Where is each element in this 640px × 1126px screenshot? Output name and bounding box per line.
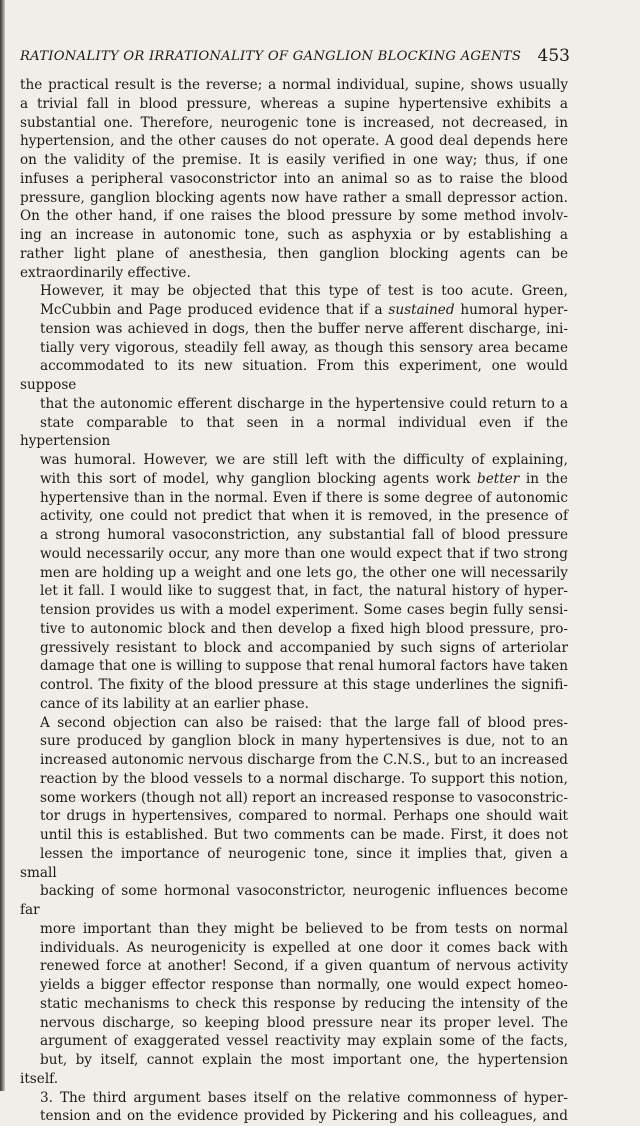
text-line bbox=[20, 470, 568, 489]
text-run: However, it may be objected that this type of test is too acute. Green, bbox=[40, 283, 568, 299]
text-line bbox=[20, 114, 568, 133]
text-run: tor drugs in hypertensives, compared to normal. Perhaps one should wait bbox=[40, 808, 568, 824]
text-run: sure produced by ganglion block in many hypertensives is due, not to an bbox=[40, 733, 568, 749]
text-line bbox=[20, 939, 568, 958]
text-line bbox=[20, 639, 568, 658]
text-run: cance of its lability at an earlier phase. bbox=[40, 696, 309, 712]
body-text bbox=[20, 76, 568, 1126]
text-run: more important than they might be believed to be from tests on normal bbox=[40, 921, 568, 937]
text-line bbox=[20, 489, 568, 508]
text-line bbox=[20, 395, 568, 414]
text-line bbox=[20, 207, 568, 226]
text-line bbox=[20, 132, 568, 151]
text-line bbox=[20, 282, 568, 301]
text-run: activity, one could not predict that when it is removed, in the presence of bbox=[40, 508, 568, 524]
text-run: static mechanisms to check this response by reducing the intensity of the bbox=[40, 996, 568, 1012]
text-line bbox=[20, 601, 568, 620]
text-line bbox=[20, 920, 568, 939]
text-run: humoral hyper- bbox=[455, 302, 568, 318]
text-line bbox=[20, 882, 568, 920]
text-line bbox=[20, 357, 568, 395]
text-line bbox=[20, 451, 568, 470]
text-line bbox=[20, 189, 568, 208]
text-run: tially very vigorous, steadily fell away, as though this sensory area became bbox=[40, 340, 568, 356]
text-run: 3. The third argument bases itself on the relative commonness of hyper- bbox=[40, 1090, 568, 1106]
text-line bbox=[20, 770, 568, 789]
text-run: state comparable to that seen in a normal individual even if the hypertension bbox=[20, 415, 568, 450]
text-line bbox=[20, 845, 568, 883]
text-line bbox=[20, 545, 568, 564]
text-run: men are holding up a weight and one lets go, the other one will necessarily bbox=[40, 565, 568, 581]
text-run: a strong humoral vasoconstriction, any substantial fall of blood pressure bbox=[40, 527, 568, 543]
text-line bbox=[20, 676, 568, 695]
text-line bbox=[20, 657, 568, 676]
text-line bbox=[20, 95, 568, 114]
text-line bbox=[20, 1107, 568, 1126]
text-run: argument of exaggerated vessel reactivity may explain some of the facts, bbox=[40, 1033, 568, 1049]
text-run: nervous discharge, so keeping blood pressure near its proper level. The bbox=[40, 1015, 568, 1031]
text-line bbox=[20, 976, 568, 995]
text-line bbox=[20, 301, 568, 320]
text-run: McCubbin and Page produced evidence that if a bbox=[40, 302, 388, 318]
text-run: was humoral. However, we are still left with the difficulty of explaining, bbox=[40, 452, 568, 468]
text-line bbox=[20, 151, 568, 170]
text-run: control. The fixity of the blood pressure at this stage underlines the signifi- bbox=[40, 677, 568, 693]
text-line bbox=[20, 732, 568, 751]
text-run: that the autonomic efferent discharge in the hypertensive could return to a bbox=[40, 396, 568, 412]
text-run: with this sort of model, why ganglion blocking agents work bbox=[40, 471, 477, 487]
italic-text: sustained bbox=[388, 302, 454, 318]
text-line bbox=[20, 789, 568, 808]
text-run: the practical result is the reverse; a normal individual, supine, shows usually bbox=[20, 77, 568, 93]
text-run: individuals. As neurogenicity is expelled at one door it comes back with bbox=[40, 940, 568, 956]
text-run: lessen the importance of neurogenic tone, since it implies that, given a small bbox=[20, 846, 568, 881]
text-run: ing an increase in autonomic tone, such as asphyxia or by establishing a bbox=[20, 227, 568, 243]
text-run: would necessarily occur, any more than one would expect that if two strong bbox=[40, 546, 568, 562]
text-run: increased autonomic nervous discharge from the C.N.S., but to an increased bbox=[40, 752, 568, 768]
running-head bbox=[20, 44, 568, 76]
text-line bbox=[20, 526, 568, 545]
text-line bbox=[20, 826, 568, 845]
running-title: RATIONALITY OR IRRATIONALITY OF GANGLION BLOCKING AGENTS bbox=[20, 49, 521, 64]
text-run: tension provides us with a model experiment. Some cases begin fully sensi- bbox=[40, 602, 568, 618]
text-line bbox=[20, 507, 568, 526]
text-run: extraordinarily effective. bbox=[20, 265, 191, 281]
text-line bbox=[20, 695, 568, 714]
text-run: but, by itself, cannot explain the most important one, the hypertension itself. bbox=[20, 1052, 568, 1087]
text-line bbox=[20, 414, 568, 452]
book-page bbox=[20, 44, 568, 1126]
text-run: some workers (though not all) report an increased response to vasoconstric- bbox=[40, 790, 568, 806]
text-line bbox=[20, 76, 568, 95]
text-run: reaction by the blood vessels to a normal discharge. To support this notion, bbox=[40, 771, 568, 787]
text-line bbox=[20, 1089, 568, 1108]
text-run: a trivial fall in blood pressure, whereas a supine hypertensive exhibits a bbox=[20, 96, 568, 112]
paragraph bbox=[20, 76, 568, 282]
text-line bbox=[20, 226, 568, 245]
text-line bbox=[20, 339, 568, 358]
text-line bbox=[20, 170, 568, 189]
text-run: A second objection can also be raised: that the large fall of blood pres- bbox=[40, 715, 568, 731]
text-run: gressively resistant to block and accompanied by such signs of arteriolar bbox=[40, 640, 568, 656]
paragraph bbox=[20, 1089, 568, 1126]
text-run: substantial one. Therefore, neurogenic tone is increased, not decreased, in bbox=[20, 115, 568, 131]
text-run: tension and on the evidence provided by Pickering and his colleagues, and bbox=[40, 1108, 568, 1124]
text-run: yields a bigger effector response than normally, one would expect homeo- bbox=[40, 977, 568, 993]
text-run: on the validity of the premise. It is easily verified in one way; thus, if one bbox=[20, 152, 568, 168]
page-spine-shadow bbox=[0, 0, 5, 1091]
text-run: tension was achieved in dogs, then the buffer nerve afferent discharge, ini- bbox=[40, 321, 568, 337]
text-run: hypertensive than in the normal. Even if there is some degree of autonomic bbox=[40, 490, 568, 506]
text-run: in the bbox=[519, 471, 568, 487]
text-run: On the other hand, if one raises the blood pressure by some method involv- bbox=[20, 208, 568, 224]
page-number: 453 bbox=[538, 46, 570, 66]
italic-text: better bbox=[477, 471, 519, 487]
text-line bbox=[20, 957, 568, 976]
text-run: renewed force at another! Second, if a given quantum of nervous activity bbox=[40, 958, 568, 974]
text-run: rather light plane of anesthesia, then ganglion blocking agents can be bbox=[20, 246, 568, 262]
text-line bbox=[20, 714, 568, 733]
text-line bbox=[20, 582, 568, 601]
text-run: until this is established. But two comments can be made. First, it does not bbox=[40, 827, 568, 843]
text-run: hypertension, and the other causes do not operate. A good deal depends here bbox=[20, 133, 568, 149]
text-line bbox=[20, 264, 568, 283]
paragraph bbox=[20, 282, 568, 713]
text-run: damage that one is willing to suppose that renal humoral factors have taken bbox=[40, 658, 568, 674]
text-line bbox=[20, 564, 568, 583]
text-run: tive to autonomic block and then develop a fixed high blood pressure, pro- bbox=[40, 621, 568, 637]
text-line bbox=[20, 807, 568, 826]
text-line bbox=[20, 320, 568, 339]
text-run: infuses a peripheral vasoconstrictor into an animal so as to raise the blood bbox=[20, 171, 568, 187]
text-line bbox=[20, 995, 568, 1014]
paragraph bbox=[20, 714, 568, 1089]
text-line bbox=[20, 1014, 568, 1033]
text-line bbox=[20, 1051, 568, 1089]
text-line bbox=[20, 751, 568, 770]
text-run: accommodated to its new situation. From this experiment, one would suppose bbox=[20, 358, 568, 393]
text-run: pressure, ganglion blocking agents now have rather a small depressor action. bbox=[20, 190, 568, 206]
text-run: let it fall. I would like to suggest that, in fact, the natural history of hyper- bbox=[40, 583, 568, 599]
text-line bbox=[20, 620, 568, 639]
text-line bbox=[20, 245, 568, 264]
text-line bbox=[20, 1032, 568, 1051]
text-run: backing of some hormonal vasoconstrictor, neurogenic influences become far bbox=[20, 883, 568, 918]
